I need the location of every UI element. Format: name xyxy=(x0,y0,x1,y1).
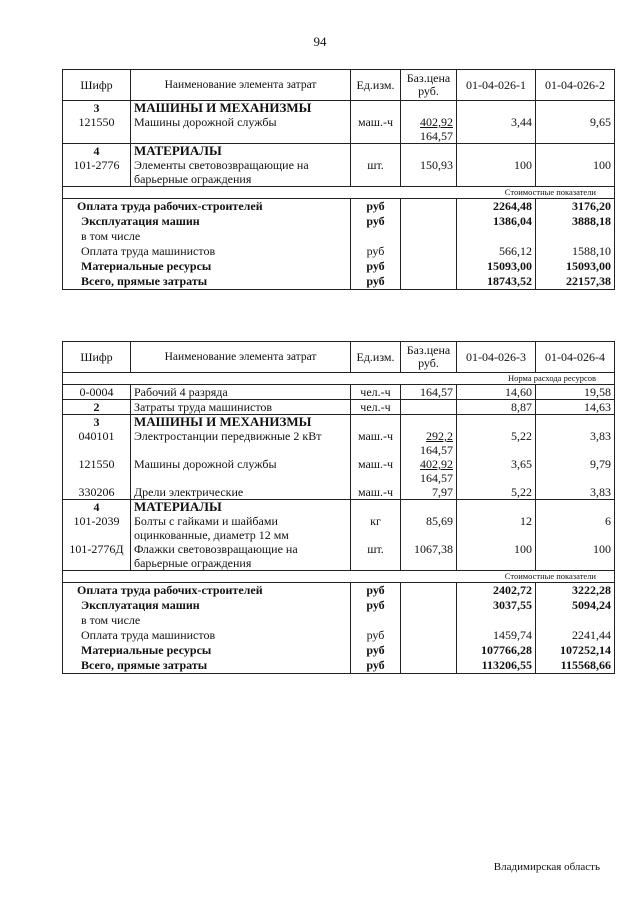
row-code: 101-2776 xyxy=(63,158,131,187)
row-code: 121550 xyxy=(63,457,131,485)
row-price: 85,69 xyxy=(401,514,457,542)
row-price: 150,93 xyxy=(401,158,457,187)
row-price-secondary: 164,57 xyxy=(420,443,453,457)
summary-value-2: 3176,20 xyxy=(536,199,615,215)
band-row xyxy=(63,187,615,199)
summary-value-2: 107252,14 xyxy=(560,643,611,657)
summary-unit: руб xyxy=(351,244,401,259)
summary-row xyxy=(63,613,615,628)
summary-label: Всего, прямые затраты xyxy=(63,274,351,290)
summary-row xyxy=(63,274,615,290)
header-base-price: Баз.цена руб. xyxy=(401,70,457,101)
header-base-price: Баз.цена руб. xyxy=(401,342,457,373)
summary-value-1: 1386,04 xyxy=(457,214,536,229)
section-row xyxy=(63,101,615,116)
section-row xyxy=(63,500,615,515)
summary-unit: руб xyxy=(351,259,401,274)
summary-value-2: 5094,24 xyxy=(572,598,611,612)
section-number: 4 xyxy=(63,144,131,159)
section-number: 4 xyxy=(63,500,131,515)
row-unit: маш.-ч xyxy=(351,429,401,457)
row-value-2: 14,63 xyxy=(536,400,615,415)
header-col6: 01-04-026-4 xyxy=(536,342,615,373)
summary-value-1: 1459,74 xyxy=(457,628,536,643)
table-row xyxy=(63,542,615,571)
summary-label: Оплата труда рабочих-строителей xyxy=(63,199,351,215)
row-value-1: 3,65 xyxy=(457,457,536,485)
row-value-1: 14,60 xyxy=(457,385,536,400)
row-code: 0-0004 xyxy=(63,385,131,400)
header-name: Наименование элемента затрат xyxy=(131,342,351,373)
row-name: Машины дорожной службы xyxy=(131,115,351,144)
table-row xyxy=(63,429,615,457)
summary-unit: руб xyxy=(351,658,401,674)
row-value-2: 6 xyxy=(605,514,611,528)
section-row xyxy=(63,415,615,430)
summary-value-2: 22157,38 xyxy=(566,274,611,288)
summary-value-1: 15093,00 xyxy=(457,259,536,274)
band-row xyxy=(63,373,615,385)
section-title: МАТЕРИАЛЫ xyxy=(131,500,351,515)
header-col5: 01-04-026-1 xyxy=(457,70,536,101)
row-value-2: 9,79 xyxy=(590,457,611,471)
band-label: Стоимостные показатели xyxy=(63,571,615,583)
row-code: 040101 xyxy=(63,429,131,457)
band-row xyxy=(63,571,615,583)
row-value-1: 12 xyxy=(457,514,536,542)
header-unit: Ед.изм. xyxy=(351,342,401,373)
section-number: 3 xyxy=(63,415,131,430)
summary-row xyxy=(63,628,615,643)
row-value-1: 5,22 xyxy=(457,429,536,457)
table-header xyxy=(63,70,615,101)
summary-value-1: 2402,72 xyxy=(457,583,536,599)
summary-label: Оплата труда машинистов xyxy=(63,628,351,643)
region-footer: Владимирская область xyxy=(493,861,600,873)
summary-unit: руб xyxy=(351,214,401,229)
row-value-1: 5,22 xyxy=(457,485,536,500)
row-unit: маш.-ч xyxy=(351,457,401,485)
summary-value-2: 1588,10 xyxy=(572,244,611,258)
row-unit: маш.-ч xyxy=(351,485,401,500)
summary-label: Эксплуатация машин xyxy=(63,214,351,229)
summary-unit: руб xyxy=(351,598,401,613)
summary-row xyxy=(63,583,615,599)
summary-label: Всего, прямые затраты xyxy=(63,658,351,674)
row-value-2: 100 xyxy=(593,158,611,172)
summary-unit: руб xyxy=(351,643,401,658)
row-unit: кг xyxy=(351,514,401,542)
row-name: Болты с гайками и шайбами оцинкованные, диаметр 12 мм xyxy=(131,514,351,542)
summary-unit: руб xyxy=(351,274,401,290)
table-header xyxy=(63,342,615,373)
header-name: Наименование элемента затрат xyxy=(131,70,351,101)
summary-value-1: 18743,52 xyxy=(457,274,536,290)
summary-label: Эксплуатация машин xyxy=(63,598,351,613)
summary-row xyxy=(63,199,615,215)
summary-value-2: 3222,28 xyxy=(536,583,615,599)
section-title: МАШИНЫ И МЕХАНИЗМЫ xyxy=(131,101,351,116)
row-code: 330206 xyxy=(63,485,131,500)
row-name: Электростанции передвижные 2 кВт xyxy=(131,429,351,457)
summary-label: Материальные ресурсы xyxy=(63,259,351,274)
row-value-2: 3,83 xyxy=(590,485,611,499)
header-code: Шифр xyxy=(63,342,131,373)
summary-value-1: 566,12 xyxy=(457,244,536,259)
summary-value-1: 3037,55 xyxy=(457,598,536,613)
table-row xyxy=(63,115,615,144)
row-name: Дрели электрические xyxy=(131,485,351,500)
row-code: 121550 xyxy=(63,115,131,144)
summary-row xyxy=(63,643,615,658)
row-value-2: 19,58 xyxy=(536,385,615,400)
row-name: Затраты труда машинистов xyxy=(131,400,351,415)
summary-value-2: 115568,66 xyxy=(560,658,611,672)
summary-label: Оплата труда машинистов xyxy=(63,244,351,259)
row-price-value: 292,2 xyxy=(426,429,453,443)
summary-unit: руб xyxy=(351,583,401,599)
summary-row xyxy=(63,259,615,274)
summary-label: Оплата труда рабочих-строителей xyxy=(63,583,351,599)
summary-value-2: 15093,00 xyxy=(566,259,611,273)
summary-value-2: 3888,18 xyxy=(572,214,611,228)
estimate-table-2 xyxy=(62,341,615,674)
row-name: Рабочий 4 разряда xyxy=(131,385,351,400)
summary-row xyxy=(63,244,615,259)
row-code: 2 xyxy=(63,400,131,415)
table-row xyxy=(63,385,615,400)
section-number: 3 xyxy=(63,101,131,116)
row-value-1: 100 xyxy=(457,542,536,571)
row-unit: маш.-ч xyxy=(351,115,401,144)
summary-value-2: 2241,44 xyxy=(572,628,611,642)
summary-unit: руб xyxy=(351,628,401,643)
row-value-1: 8,87 xyxy=(457,400,536,415)
estimate-table-1 xyxy=(62,69,615,290)
summary-row xyxy=(63,658,615,674)
row-price-value: 402,92 xyxy=(420,115,453,129)
row-price xyxy=(401,457,457,485)
table-row xyxy=(63,485,615,500)
section-title: МАТЕРИАЛЫ xyxy=(131,144,351,159)
row-value-1: 100 xyxy=(457,158,536,187)
row-unit: чел.-ч xyxy=(351,400,401,415)
section-row xyxy=(63,144,615,159)
row-unit: чел.-ч xyxy=(351,385,401,400)
band-label: Стоимостные показатели xyxy=(63,187,615,199)
table-row xyxy=(63,400,615,415)
row-unit: шт. xyxy=(351,542,401,571)
summary-value-1: 113206,55 xyxy=(457,658,536,674)
header-col5: 01-04-026-3 xyxy=(457,342,536,373)
header-unit: Ед.изм. xyxy=(351,70,401,101)
row-name: Элементы световозвращающие на барьерные ограждения xyxy=(131,158,351,187)
row-price xyxy=(401,429,457,457)
summary-row xyxy=(63,214,615,229)
row-price: 1067,38 xyxy=(401,542,457,571)
summary-unit: руб xyxy=(351,199,401,215)
row-value-1: 3,44 xyxy=(457,115,536,144)
summary-label: в том числе xyxy=(63,229,351,244)
summary-value-1: 107766,28 xyxy=(457,643,536,658)
row-price xyxy=(401,115,457,144)
section-title: МАШИНЫ И МЕХАНИЗМЫ xyxy=(131,415,351,430)
table-row xyxy=(63,158,615,187)
page-number: 94 xyxy=(313,34,327,49)
row-price: 7,97 xyxy=(401,485,457,500)
summary-label: Материальные ресурсы xyxy=(63,643,351,658)
row-unit: шт. xyxy=(351,158,401,187)
row-name: Машины дорожной службы xyxy=(131,457,351,485)
band-label: Норма расхода ресурсов xyxy=(63,373,615,385)
row-name: Флажки световозвращающие на барьерные ограждения xyxy=(131,542,351,571)
row-price-value: 402,92 xyxy=(420,457,453,471)
summary-row xyxy=(63,598,615,613)
header-code: Шифр xyxy=(63,70,131,101)
row-value-2: 3,83 xyxy=(590,429,611,443)
header-col6: 01-04-026-2 xyxy=(536,70,615,101)
table-row xyxy=(63,457,615,485)
summary-value-1: 2264,48 xyxy=(457,199,536,215)
table-row xyxy=(63,514,615,542)
row-price-secondary: 164,57 xyxy=(420,129,453,143)
row-value-2: 9,65 xyxy=(590,115,611,129)
row-code: 101-2039 xyxy=(63,514,131,542)
row-price: 164,57 xyxy=(401,385,457,400)
summary-row xyxy=(63,229,615,244)
row-code: 101-2776Д xyxy=(63,542,131,571)
row-value-2: 100 xyxy=(593,542,611,556)
summary-label: в том числе xyxy=(63,613,351,628)
row-price-secondary: 164,57 xyxy=(420,471,453,485)
